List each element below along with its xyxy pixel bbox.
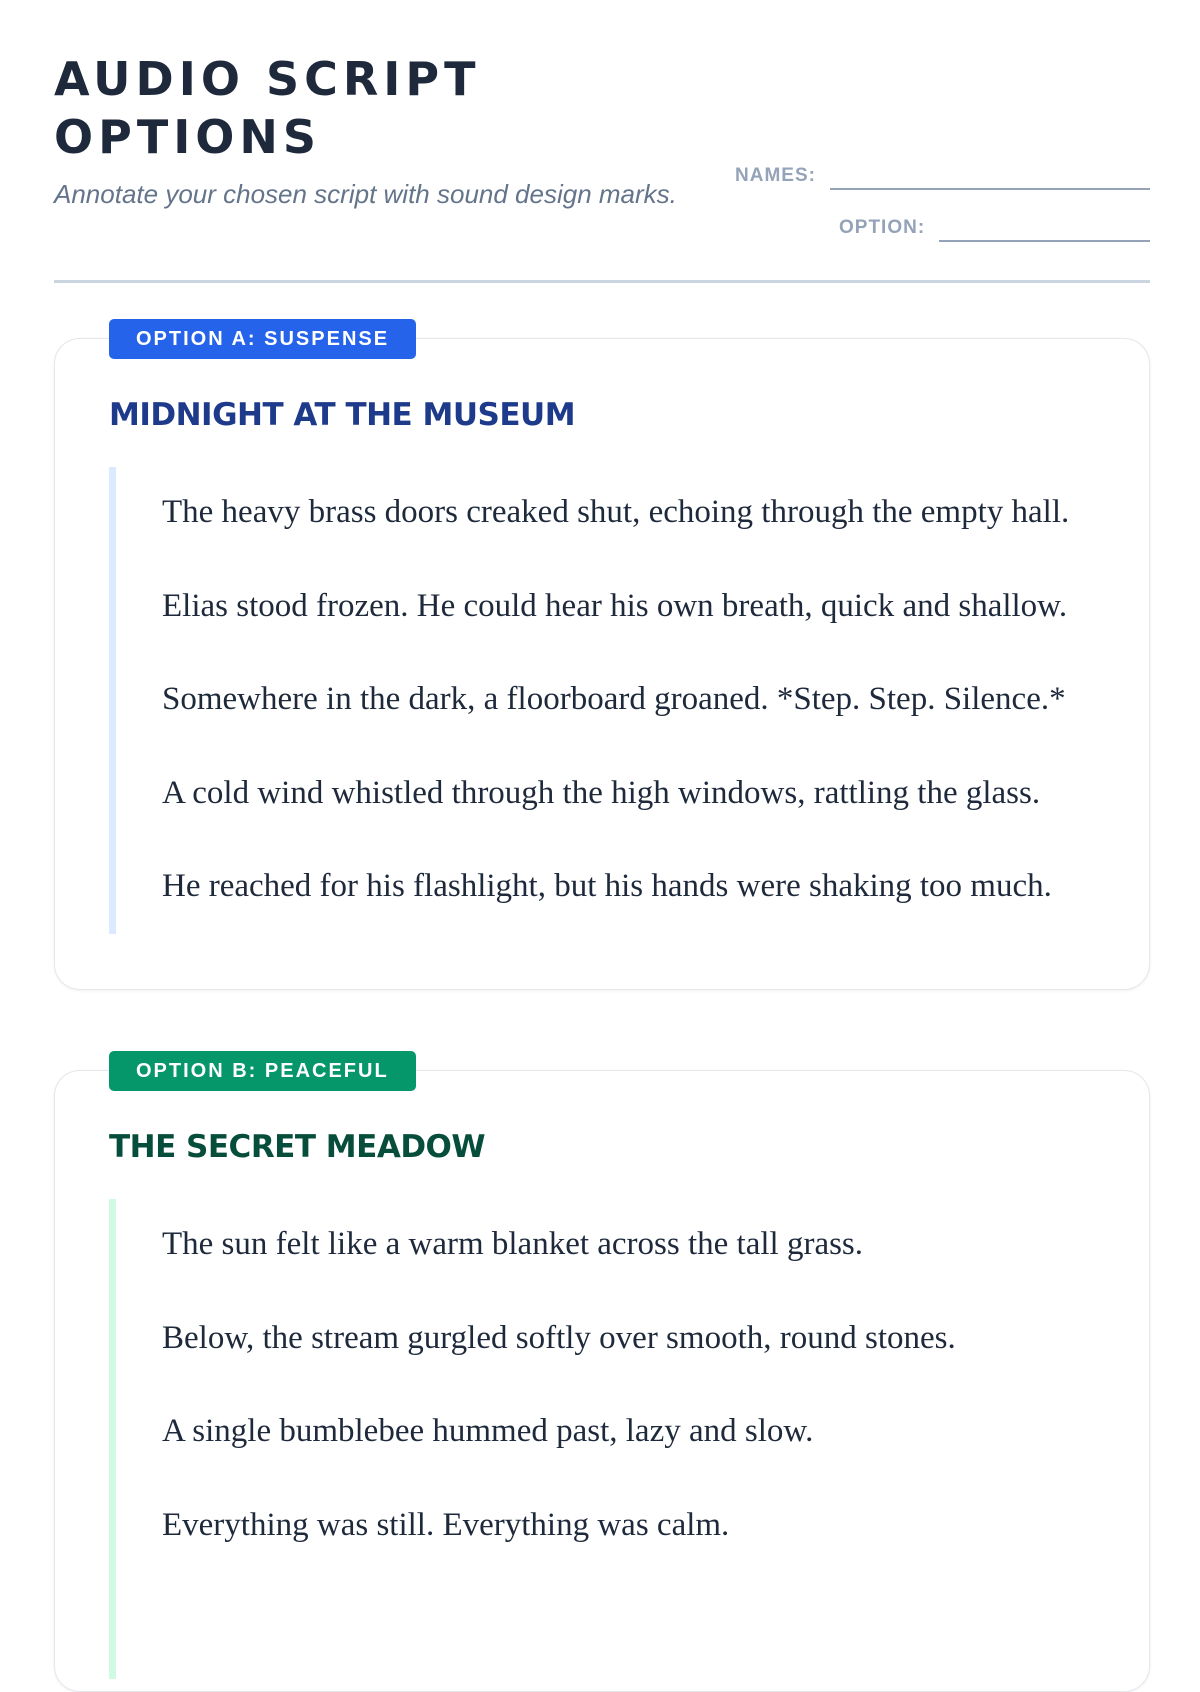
script-line: A cold wind whistled through the high windows, rattling the glass.	[162, 774, 1041, 811]
names-field	[735, 164, 1150, 188]
script-line: Somewhere in the dark, a floorboard groaned. *Step. Step. Silence.*	[162, 681, 1066, 717]
script-line: A single bumblebee hummed past, lazy and slow.	[162, 1413, 814, 1449]
worksheet-page	[54, 0, 1150, 1543]
header-divider	[54, 280, 1150, 283]
names-label: NAMES:	[735, 165, 816, 186]
worksheet-header	[54, 0, 1150, 285]
option-input-line[interactable]	[939, 239, 1150, 242]
option-card-b	[54, 1060, 1150, 1692]
option-b-badge: OPTION B: PEACEFUL	[109, 1051, 416, 1091]
option-card-a	[54, 328, 1150, 990]
page-title-line-1: AUDIO SCRIPT	[54, 52, 481, 106]
script-line: Elias stood frozen. He could hear his own breath, quick and shallow.	[162, 587, 1068, 624]
script-line: Below, the stream gurgled softly over smooth, round stones.	[162, 1319, 956, 1356]
page-title	[54, 50, 480, 166]
option-a-title: MIDNIGHT AT THE MUSEUM	[109, 397, 576, 433]
page-subtitle: Annotate your chosen script with sound design marks.	[54, 179, 677, 209]
option-field	[839, 216, 1150, 240]
option-a-badge: OPTION A: SUSPENSE	[109, 319, 416, 359]
names-input-line[interactable]	[830, 187, 1150, 190]
page-title-line-2: OPTIONS	[54, 110, 322, 164]
script-line: The sun felt like a warm blanket across the tall grass.	[162, 1226, 864, 1262]
script-line: He reached for his flashlight, but his hands were shaking too much.	[162, 868, 1052, 904]
option-b-script	[109, 1199, 1109, 1679]
option-label: OPTION:	[839, 217, 926, 238]
script-line: The heavy brass doors creaked shut, echoing through the empty hall.	[162, 494, 1070, 530]
option-a-script	[109, 467, 1109, 934]
option-b-title: THE SECRET MEADOW	[109, 1129, 486, 1165]
script-line: Everything was still. Everything was calm.	[162, 1506, 730, 1543]
